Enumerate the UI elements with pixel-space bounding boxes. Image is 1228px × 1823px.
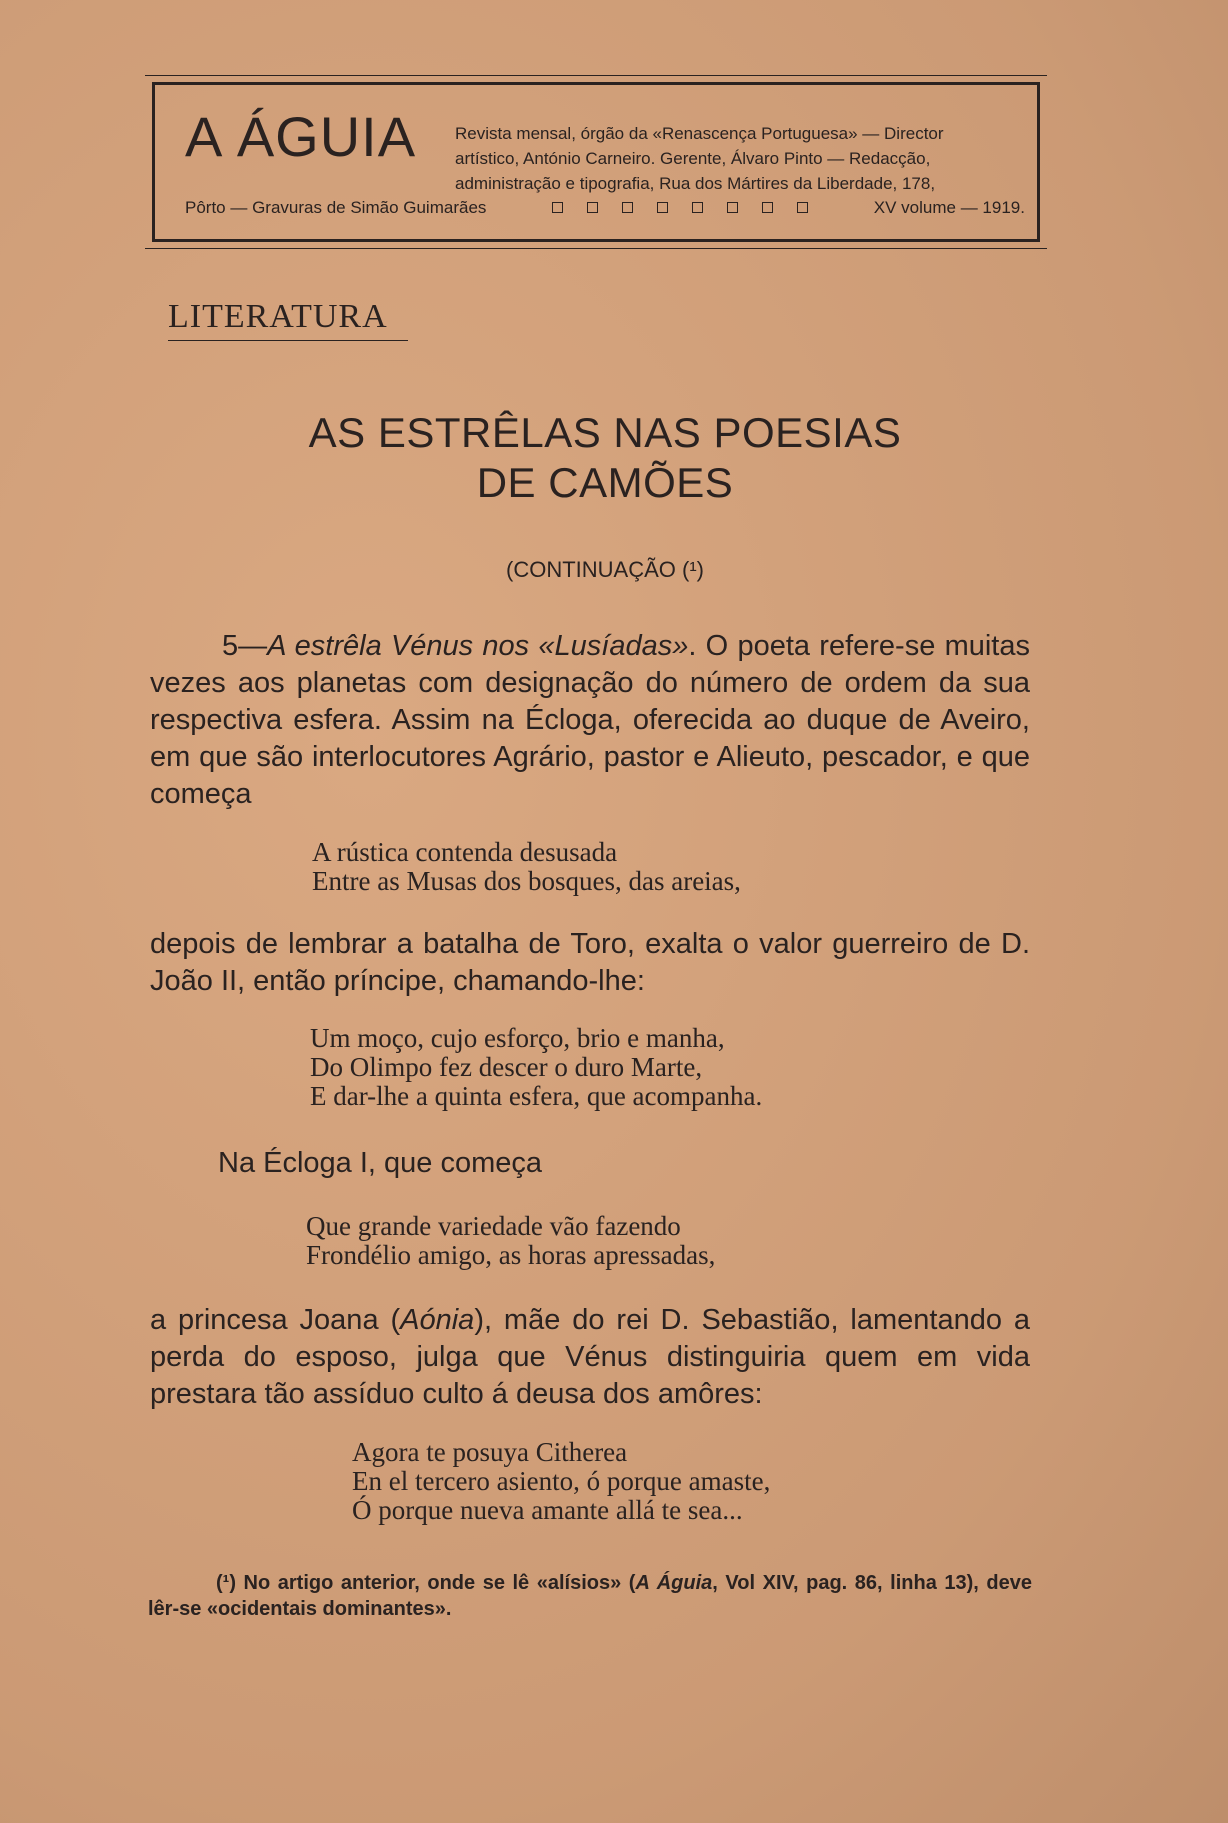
title-line-2: DE CAMÕES	[476, 459, 734, 506]
section-label: LITERATURA	[168, 298, 408, 341]
paragraph-2: depois de lembrar a batalha de Toro, exalta o valor guerreiro de D. João II, então príncipe, chamando-lhe:	[150, 928, 1030, 997]
volume-year: XV volume — 1919.	[873, 198, 1025, 217]
continuation-label	[180, 557, 1030, 583]
paragraph-4-after: ), mãe do rei D. Sebastião, lamentando a perda do esposo, julga que Vénus distinguiria quem em vida prestara tão assíduo culto á deusa dos amôres:	[150, 1304, 1030, 1410]
verse-line: Do Olimpo fez descer o duro Marte,	[310, 1052, 703, 1082]
verse-line: Entre as Musas dos bosques, das areias,	[312, 866, 741, 896]
paragraph-1-heading: A estrêla Vénus nos «Lusíadas»	[267, 630, 689, 662]
verse-line: A rústica contenda desusada	[312, 837, 618, 867]
verse-line: Um moço, cujo esforço, brio e manha,	[310, 1023, 725, 1053]
masthead-info	[455, 121, 1015, 196]
footnote-mark: (¹)	[216, 1572, 236, 1594]
verse-line: Ó porque nueva amante allá te sea...	[352, 1495, 743, 1525]
masthead-line-4-left: Pôrto — Gravuras de Simão Guimarães	[185, 198, 487, 217]
continuation-text: (CONTINUAÇÃO	[506, 557, 676, 582]
paragraph-1-number: 5—	[222, 630, 268, 662]
footnote-before: No artigo anterior, onde se lê «alísios» (	[243, 1572, 636, 1594]
continuation-note-ref: (¹)	[682, 557, 704, 582]
verse-line: E dar-lhe a quinta esfera, que acompanha.	[310, 1081, 763, 1111]
verse-2	[310, 1024, 762, 1111]
verse-line: En el tercero asiento, ó porque amaste,	[352, 1466, 771, 1496]
masthead-line-4	[185, 195, 1025, 220]
square-ornaments	[540, 195, 820, 220]
footnote	[148, 1570, 1032, 1622]
masthead	[152, 82, 1040, 242]
journal-logo: A ÁGUIA	[185, 105, 417, 168]
title-line-1: AS ESTRÊLAS NAS POESIAS	[308, 409, 902, 456]
verse-line: Agora te posuya Citherea	[352, 1437, 628, 1467]
paragraph-4-italic: Aónia	[400, 1304, 475, 1336]
masthead-line-2: artístico, António Carneiro. Gerente, Álvaro Pinto — Redacção,	[455, 149, 931, 168]
masthead-line-3: administração e tipografia, Rua dos Mártires da Liberdade, 178,	[455, 174, 936, 193]
paragraph-3: Na Écloga I, que começa	[218, 1147, 543, 1179]
verse-1	[312, 838, 741, 896]
verse-line: Frondélio amigo, as horas apressadas,	[306, 1240, 716, 1270]
verse-4	[352, 1438, 770, 1525]
paragraph-4-before: a princesa Joana (	[150, 1304, 401, 1336]
verse-3	[306, 1212, 715, 1270]
paragraph-1	[150, 628, 1030, 813]
article-title	[180, 408, 1030, 508]
paragraph-4	[150, 1302, 1030, 1413]
paragraph-1-text: . O poeta refere-se muitas vezes aos planetas com designação do número de ordem da sua respectiva esfera. Assim na Écloga, oferecida ao duque de Aveiro, em que são interlocutores Agrário, pastor e Alieuto, pescador, e que começa	[150, 630, 1030, 810]
verse-line: Que grande variedade vão fazendo	[306, 1211, 681, 1241]
masthead-line-1: Revista mensal, órgão da «Renascença Portuguesa» — Director	[455, 124, 944, 143]
footnote-after: , Vol XIV, pag. 86, linha 13), deve lêr-se «ocidentais dominantes».	[148, 1572, 1032, 1620]
footnote-italic: A Águia	[635, 1572, 713, 1594]
